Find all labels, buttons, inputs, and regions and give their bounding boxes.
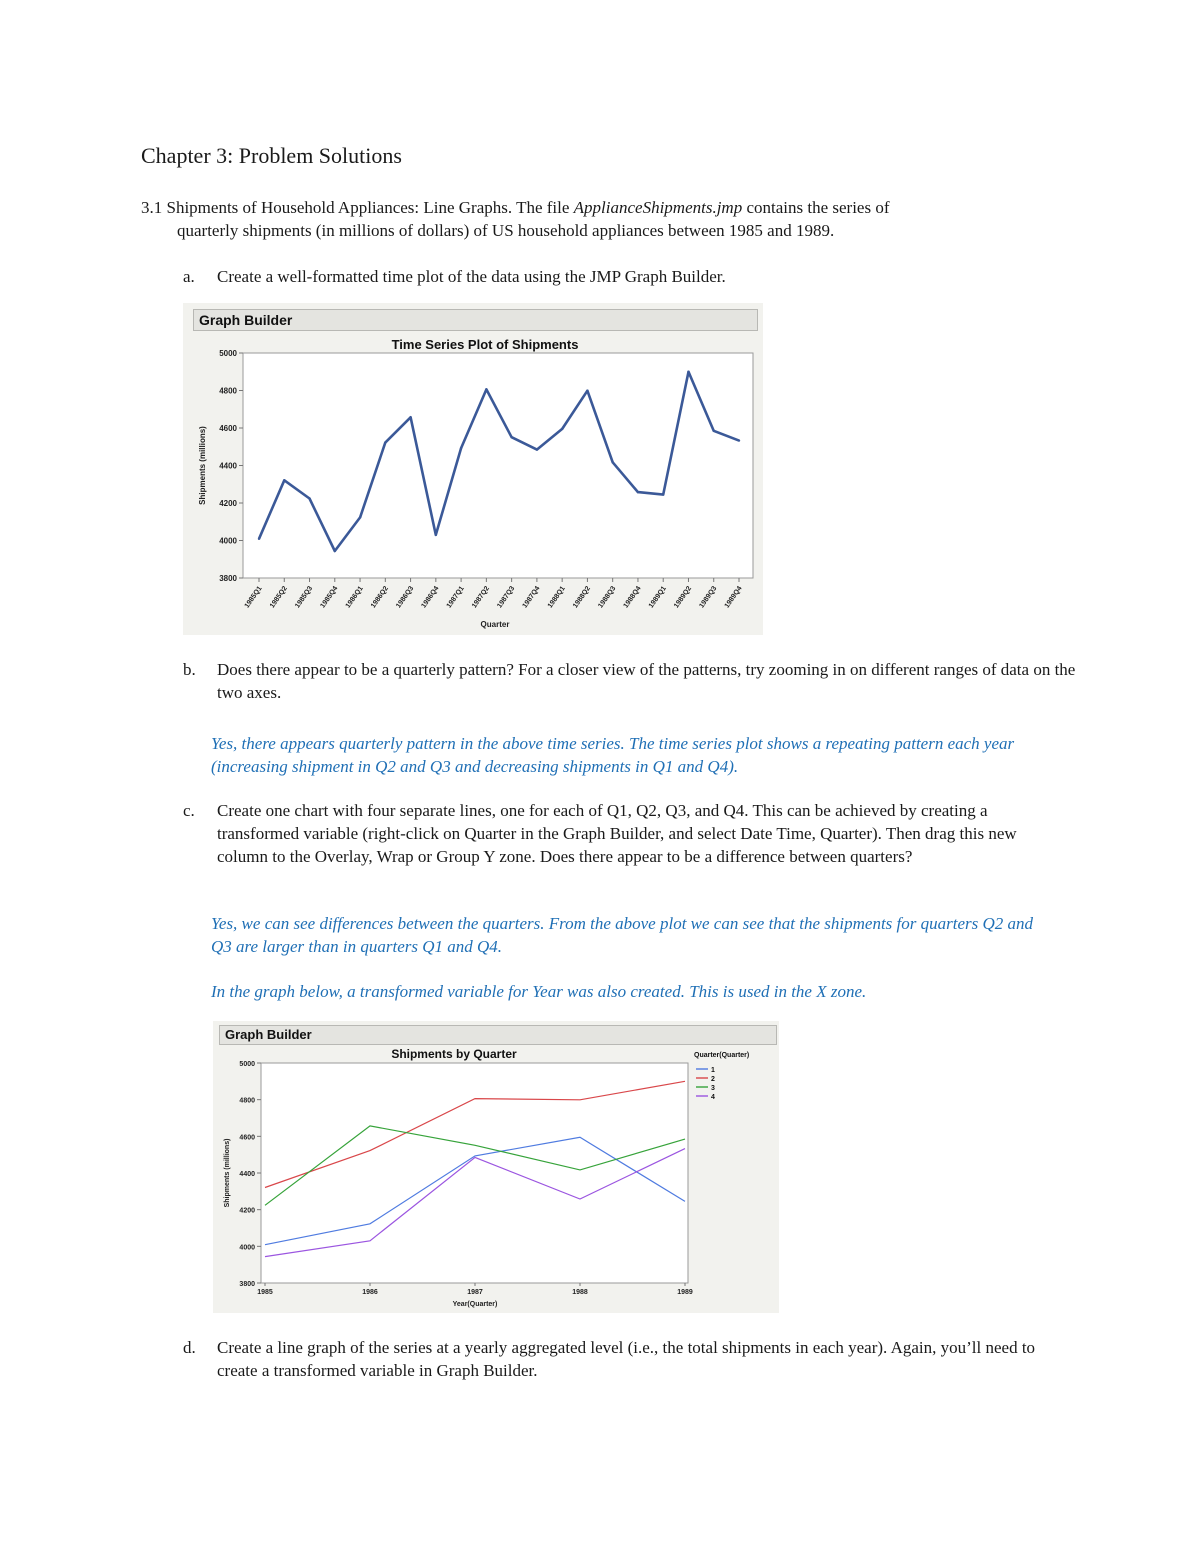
chart1-x-tick-label: 1986Q3 (395, 585, 416, 610)
item-b-text: Does there appear to be a quarterly pattern? For a closer view of the patterns, try zooming in on different ranges of data on the two axes. (217, 660, 1076, 702)
chart2-title: Shipments by Quarter (391, 1047, 517, 1061)
chart1-x-tick-label: 1987Q2 (470, 585, 492, 610)
chart1-data-point (561, 428, 563, 430)
chart1-x-tick-label: 1987Q1 (445, 585, 466, 610)
chart1-x-tick-label: 1989Q4 (723, 585, 744, 610)
chart1-data-point (435, 534, 437, 536)
chart2-x-tick-label: 1987 (467, 1289, 483, 1296)
chart2-svg (213, 1021, 779, 1313)
chart1-y-tick-label: 4600 (219, 424, 237, 433)
problem-line2: quarterly shipments (in millions of dollars) of US household appliances between 1985 and 1989. (177, 221, 835, 240)
chart1-data-point (334, 550, 336, 552)
chart2-y-tick-label: 4200 (239, 1207, 255, 1215)
chart1-data-point (662, 493, 664, 495)
chart1-data-point (485, 388, 487, 390)
chart2-panel-title: Graph Builder (225, 1027, 312, 1042)
chart1-x-tick-label: 1986Q2 (369, 585, 390, 610)
item-c-answer2: In the graph below, a transformed variable for Year was also created. This is used in the X zone. (211, 982, 867, 1001)
chart1-x-tick-label: 1985Q4 (319, 585, 340, 610)
chart2-legend-label-q4: 4 (711, 1094, 715, 1101)
chart2-legend-label-q1: 1 (711, 1067, 715, 1074)
chart2-x-tick-label: 1985 (257, 1289, 273, 1296)
item-c-answer1: Yes, we can see differences between the quarters. From the above plot we can see that the shipments for quarters Q2 and Q3 are larger than in quarters Q1 and Q4. (211, 914, 1034, 956)
item-b-marker: b. (183, 660, 196, 679)
chart1-data-point (536, 448, 538, 450)
chart1-y-tick-label: 4200 (219, 499, 237, 508)
item-c-text: Create one chart with four separate lines, one for each of Q1, Q2, Q3, and Q4. This can be achieved by creating a transformed variable (right-click on Quarter in the Graph Builder, and select Date Time, Quarter). Then drag this new column to the Overlay, Wrap or Group Y zone. Does there appear to be a difference between quarters? (217, 801, 1017, 866)
problem-lead: 3.1 Shipments of Household Appliances: Line Graphs. The file (141, 198, 574, 217)
chart1-x-tick-label: 1989Q3 (698, 585, 719, 610)
chart1-data-point (283, 479, 285, 481)
chart2-y-tick-label: 4800 (239, 1097, 255, 1105)
chart1-x-tick-label: 1988Q2 (572, 585, 593, 610)
chart1-title: Time Series Plot of Shipments (391, 337, 579, 352)
chart1-x-tick-label: 1988Q1 (546, 585, 567, 610)
chart1-data-point (687, 371, 689, 373)
chart1-x-tick-label: 1989Q1 (647, 585, 668, 610)
chart1-panel (183, 303, 763, 635)
problem-tail: contains the series of (742, 198, 890, 217)
item-a-marker: a. (183, 267, 195, 286)
chart2-y-tick-label: 4400 (239, 1171, 255, 1178)
chart1-x-tick-label: 1988Q3 (597, 585, 618, 610)
chart1-data-point (637, 491, 639, 493)
problem-statement (141, 196, 1141, 219)
chart1-x-axis-label: Quarter (480, 620, 510, 629)
chart2-y-tick-label: 3800 (239, 1281, 255, 1288)
chart1-x-tick-label: 1986Q1 (344, 585, 365, 610)
item-b-answer: Yes, there appears quarterly pattern in the above time series. The time series plot shows a repeating pattern each year (increasing shipment in Q2 and Q3 and decreasing shipments in Q1 and Q4). (211, 734, 1015, 776)
chart1-svg (183, 303, 763, 635)
chart1-x-tick-label: 1986Q4 (420, 585, 441, 610)
chart2-y-tick-label: 5000 (239, 1061, 255, 1068)
chart2-panel (213, 1021, 779, 1313)
chart1-plot-area (243, 353, 753, 578)
chart1-y-tick-label: 5000 (219, 349, 237, 358)
chart1-x-tick-label: 1989Q2 (673, 585, 694, 610)
chart1-x-tick-label: 1988Q4 (622, 585, 643, 610)
chart1-x-tick-label: 1985Q1 (243, 585, 264, 610)
chart1-x-tick-label: 1985Q3 (294, 585, 315, 610)
chart2-x-tick-label: 1986 (362, 1289, 378, 1296)
chart1-x-tick-label: 1987Q3 (496, 585, 517, 610)
chart2-y-axis-label: Shipments (millions) (224, 1138, 231, 1208)
chart1-y-tick-label: 3800 (219, 574, 237, 583)
chart1-x-tick-label: 1987Q4 (521, 585, 542, 610)
chart2-x-axis-label: Year(Quarter) (452, 1301, 498, 1308)
problem-file: ApplianceShipments.jmp (573, 198, 743, 217)
chart1-data-point (258, 538, 260, 540)
chart1-x-tick-label: 1985Q2 (268, 585, 289, 610)
chart1-data-point (611, 461, 613, 463)
page-title: Chapter 3: Problem Solutions (141, 143, 402, 168)
chart1-data-point (713, 430, 715, 432)
item-d-marker: d. (183, 1338, 196, 1357)
chart1-data-point (308, 497, 310, 499)
chart1-data-point (586, 389, 588, 391)
chart1-y-tick-label: 4000 (219, 536, 237, 546)
item-c-marker: c. (183, 801, 195, 820)
chart1-panel-title: Graph Builder (199, 312, 293, 328)
chart2-legend-title: Quarter(Quarter) (694, 1052, 750, 1059)
item-a-text: Create a well-formatted time plot of the data using the JMP Graph Builder. (217, 267, 726, 286)
chart2-y-tick-label: 4000 (239, 1244, 255, 1252)
chart2-x-tick-label: 1989 (677, 1289, 693, 1296)
chart1-data-point (460, 447, 462, 449)
chart1-y-tick-label: 4800 (219, 386, 237, 396)
chart2-plot-area (261, 1063, 688, 1283)
chart2-legend-label-q2: 2 (711, 1076, 715, 1083)
chart1-data-point (384, 441, 386, 443)
chart1-data-point (738, 439, 740, 441)
chart2-x-tick-label: 1988 (572, 1289, 588, 1296)
chart1-data-point (409, 416, 411, 418)
chart1-data-point (510, 436, 512, 438)
chart2-y-tick-label: 4600 (239, 1134, 255, 1142)
chart1-y-axis-label: Shipments (millions) (198, 426, 207, 505)
chart2-legend-label-q3: 3 (711, 1085, 715, 1092)
chart1-y-tick-label: 4400 (219, 461, 237, 471)
chart1-data-point (359, 516, 361, 518)
item-d-text: Create a line graph of the series at a yearly aggregated level (i.e., the total shipments in each year). Again, you’ll need to create a transformed variable in Graph Builder. (217, 1338, 1036, 1380)
